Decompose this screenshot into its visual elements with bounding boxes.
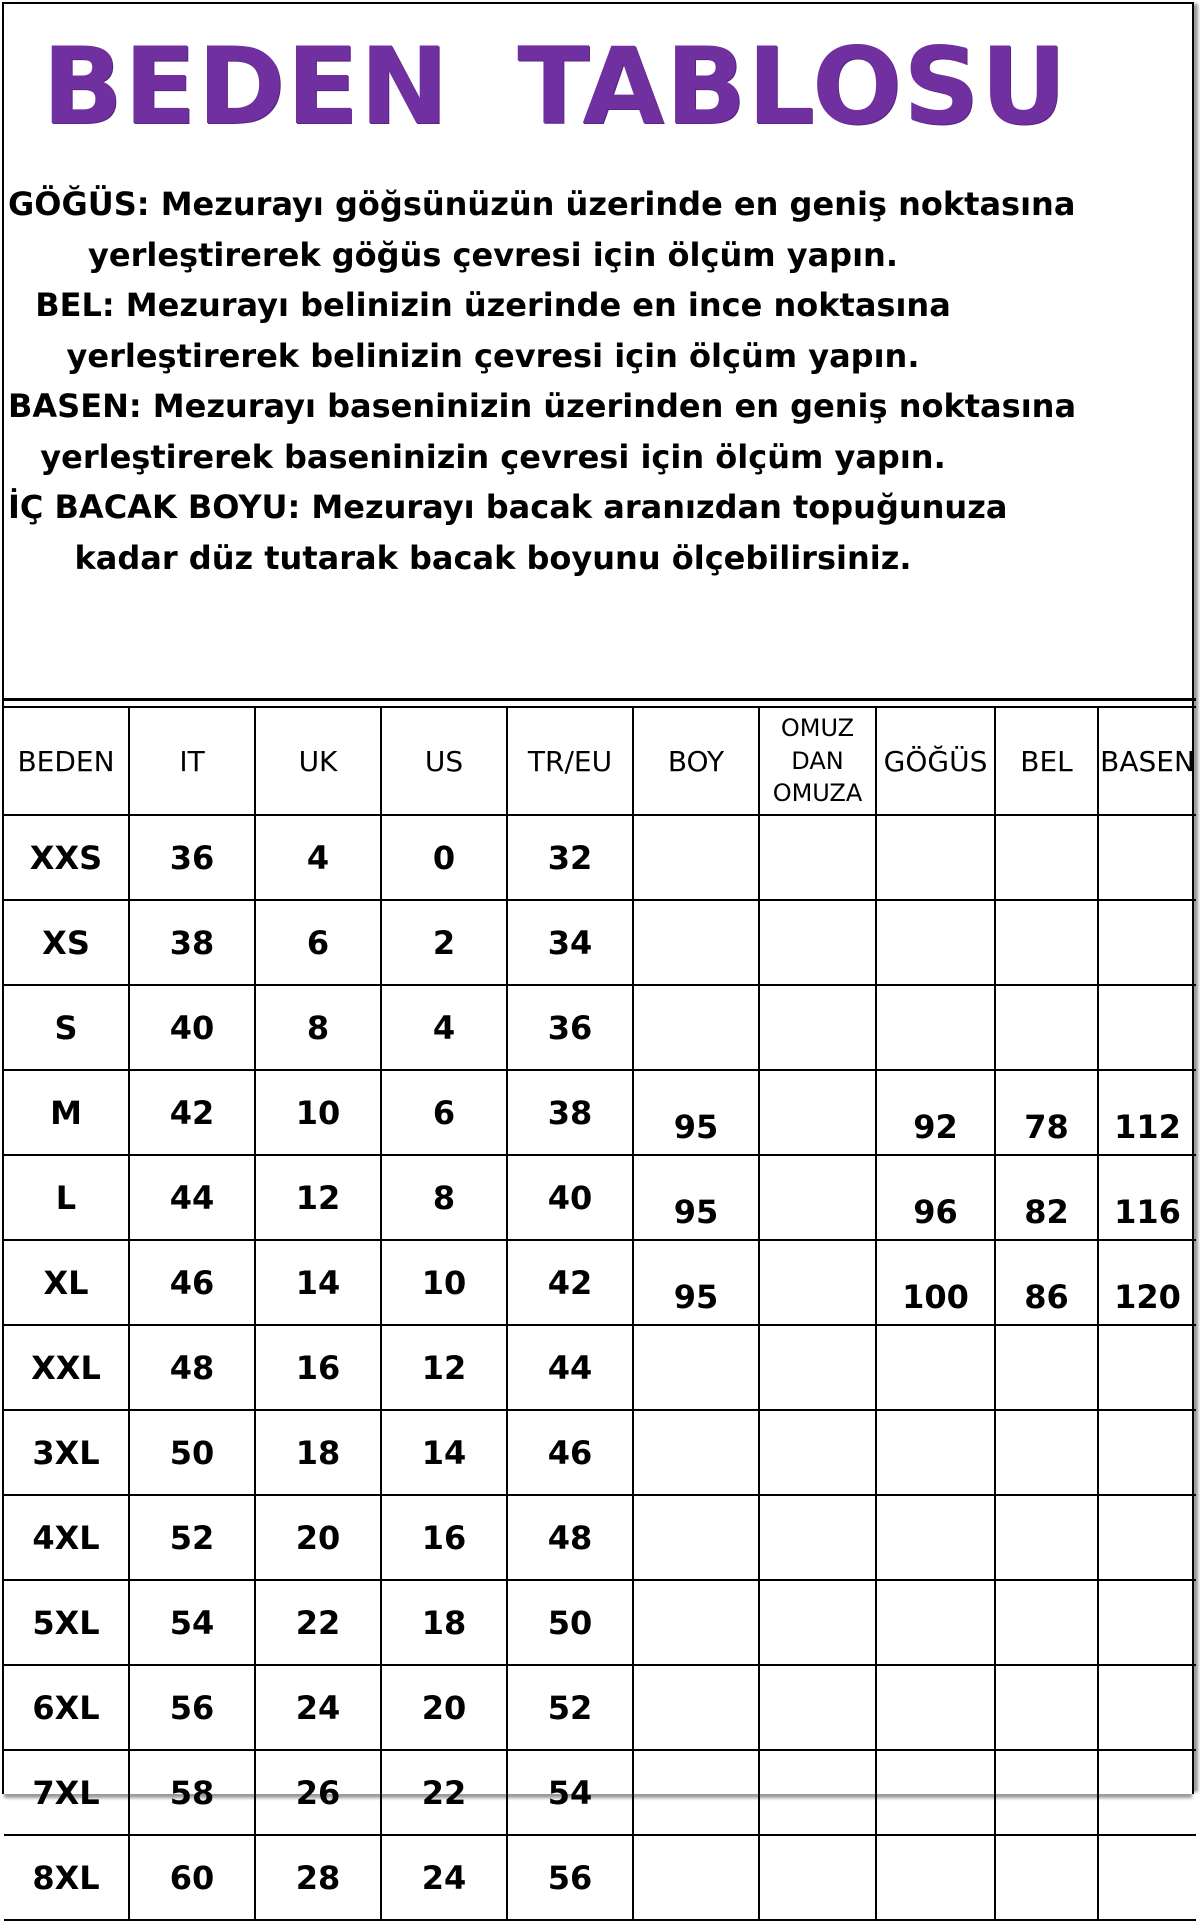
header-omuz-line: DAN bbox=[791, 746, 844, 775]
cell-us: 24 bbox=[381, 1835, 507, 1920]
cell-tr-eu: 52 bbox=[507, 1665, 633, 1750]
table-row bbox=[4, 1070, 1196, 1155]
cell-basen bbox=[1098, 985, 1196, 1070]
cell-us: 16 bbox=[381, 1495, 507, 1580]
cell-size: 8XL bbox=[4, 1835, 129, 1920]
cell-size: 4XL bbox=[4, 1495, 129, 1580]
cell-gogus: 96 bbox=[876, 1155, 995, 1240]
cell-it: 58 bbox=[129, 1750, 255, 1835]
size-table bbox=[4, 706, 1196, 1921]
cell-basen: 116 bbox=[1098, 1155, 1196, 1240]
cell-it: 50 bbox=[129, 1410, 255, 1495]
cell-basen bbox=[1098, 815, 1196, 900]
cell-bel: 86 bbox=[995, 1240, 1098, 1325]
cell-it: 44 bbox=[129, 1155, 255, 1240]
cell-size: XL bbox=[4, 1240, 129, 1325]
cell-omuz bbox=[759, 1410, 876, 1495]
cell-boy bbox=[633, 900, 759, 985]
header-it: IT bbox=[129, 707, 255, 815]
cell-tr-eu: 56 bbox=[507, 1835, 633, 1920]
instruction-inseam bbox=[8, 482, 1008, 583]
size-table-container bbox=[4, 698, 1196, 1921]
table-row bbox=[4, 1495, 1196, 1580]
table-row bbox=[4, 1580, 1196, 1665]
cell-boy: 95 bbox=[633, 1070, 759, 1155]
cell-uk: 18 bbox=[255, 1410, 381, 1495]
cell-omuz bbox=[759, 1580, 876, 1665]
page-title: BEDEN TABLOSU bbox=[42, 25, 1068, 148]
cell-omuz bbox=[759, 1325, 876, 1410]
cell-us: 4 bbox=[381, 985, 507, 1070]
cell-size: 7XL bbox=[4, 1750, 129, 1835]
header-omuz-line: OMUZ bbox=[780, 714, 855, 743]
cell-omuz bbox=[759, 1835, 876, 1920]
header-basen: BASEN bbox=[1098, 707, 1196, 815]
cell-boy: 95 bbox=[633, 1240, 759, 1325]
cell-us: 8 bbox=[381, 1155, 507, 1240]
cell-gogus bbox=[876, 1495, 995, 1580]
cell-it: 42 bbox=[129, 1070, 255, 1155]
instruction-line: kadar düz tutarak bacak boyunu ölçebilirsiniz. bbox=[74, 538, 912, 577]
table-header-row bbox=[4, 707, 1196, 815]
cell-omuz bbox=[759, 1665, 876, 1750]
cell-basen bbox=[1098, 900, 1196, 985]
cell-uk: 6 bbox=[255, 900, 381, 985]
cell-it: 54 bbox=[129, 1580, 255, 1665]
cell-us: 22 bbox=[381, 1750, 507, 1835]
cell-bel bbox=[995, 1410, 1098, 1495]
header-boy: BOY bbox=[633, 707, 759, 815]
cell-gogus bbox=[876, 1835, 995, 1920]
instruction-line: BASEN: Mezurayı baseninizin üzerinden en geniş noktasına bbox=[8, 387, 1077, 425]
cell-bel bbox=[995, 900, 1098, 985]
cell-boy bbox=[633, 1325, 759, 1410]
cell-gogus bbox=[876, 1580, 995, 1665]
cell-basen bbox=[1098, 1665, 1196, 1750]
cell-tr-eu: 32 bbox=[507, 815, 633, 900]
cell-bel bbox=[995, 1580, 1098, 1665]
cell-gogus bbox=[876, 815, 995, 900]
cell-tr-eu: 48 bbox=[507, 1495, 633, 1580]
cell-gogus bbox=[876, 985, 995, 1070]
instruction-line: BEL: Mezurayı belinizin üzerinde en ince noktasına bbox=[35, 286, 951, 324]
cell-us: 0 bbox=[381, 815, 507, 900]
cell-uk: 8 bbox=[255, 985, 381, 1070]
cell-uk: 12 bbox=[255, 1155, 381, 1240]
cell-omuz bbox=[759, 900, 876, 985]
cell-it: 56 bbox=[129, 1665, 255, 1750]
cell-gogus bbox=[876, 1410, 995, 1495]
cell-gogus bbox=[876, 1750, 995, 1835]
cell-gogus bbox=[876, 1665, 995, 1750]
cell-bel bbox=[995, 1665, 1098, 1750]
cell-size: S bbox=[4, 985, 129, 1070]
cell-omuz bbox=[759, 1240, 876, 1325]
cell-boy bbox=[633, 1835, 759, 1920]
cell-bel bbox=[995, 985, 1098, 1070]
size-chart-sheet bbox=[2, 2, 1195, 1897]
cell-bel bbox=[995, 1495, 1098, 1580]
cell-omuz bbox=[759, 815, 876, 900]
instruction-line: İÇ BACAK BOYU: Mezurayı bacak aranızdan topuğunuza bbox=[8, 488, 1008, 526]
cell-basen bbox=[1098, 1580, 1196, 1665]
cell-bel bbox=[995, 1750, 1098, 1835]
cell-us: 2 bbox=[381, 900, 507, 985]
cell-uk: 14 bbox=[255, 1240, 381, 1325]
cell-tr-eu: 38 bbox=[507, 1070, 633, 1155]
table-row bbox=[4, 1750, 1196, 1835]
instruction-waist bbox=[8, 280, 978, 381]
cell-size: 3XL bbox=[4, 1410, 129, 1495]
cell-uk: 20 bbox=[255, 1495, 381, 1580]
cell-it: 46 bbox=[129, 1240, 255, 1325]
cell-uk: 26 bbox=[255, 1750, 381, 1835]
cell-basen: 120 bbox=[1098, 1240, 1196, 1325]
instruction-line: yerleştirerek belinizin çevresi için ölçüm yapın. bbox=[66, 336, 920, 375]
cell-size: XXL bbox=[4, 1325, 129, 1410]
cell-tr-eu: 42 bbox=[507, 1240, 633, 1325]
cell-boy bbox=[633, 1410, 759, 1495]
header-us: US bbox=[381, 707, 507, 815]
cell-boy bbox=[633, 1580, 759, 1665]
cell-us: 6 bbox=[381, 1070, 507, 1155]
cell-size: XXS bbox=[4, 815, 129, 900]
cell-bel: 82 bbox=[995, 1155, 1098, 1240]
cell-tr-eu: 50 bbox=[507, 1580, 633, 1665]
header-bel: BEL bbox=[995, 707, 1098, 815]
cell-boy bbox=[633, 1750, 759, 1835]
cell-size: L bbox=[4, 1155, 129, 1240]
cell-basen bbox=[1098, 1495, 1196, 1580]
cell-basen bbox=[1098, 1325, 1196, 1410]
cell-basen bbox=[1098, 1750, 1196, 1835]
header-omuz-line: OMUZA bbox=[772, 779, 863, 808]
table-row bbox=[4, 1155, 1196, 1240]
cell-size: 6XL bbox=[4, 1665, 129, 1750]
cell-tr-eu: 46 bbox=[507, 1410, 633, 1495]
instruction-line: GÖĞÜS: Mezurayı göğsünüzün üzerinde en geniş noktasına bbox=[8, 185, 1076, 223]
cell-uk: 24 bbox=[255, 1665, 381, 1750]
cell-tr-eu: 34 bbox=[507, 900, 633, 985]
cell-us: 10 bbox=[381, 1240, 507, 1325]
cell-bel bbox=[995, 1835, 1098, 1920]
cell-gogus bbox=[876, 1325, 995, 1410]
cell-boy bbox=[633, 1665, 759, 1750]
cell-uk: 4 bbox=[255, 815, 381, 900]
cell-tr-eu: 54 bbox=[507, 1750, 633, 1835]
cell-gogus: 100 bbox=[876, 1240, 995, 1325]
cell-omuz bbox=[759, 1155, 876, 1240]
cell-basen bbox=[1098, 1410, 1196, 1495]
table-row bbox=[4, 1410, 1196, 1495]
measurement-instructions bbox=[8, 179, 1077, 583]
cell-us: 18 bbox=[381, 1580, 507, 1665]
table-row bbox=[4, 1835, 1196, 1920]
cell-bel bbox=[995, 1325, 1098, 1410]
table-row bbox=[4, 900, 1196, 985]
cell-uk: 10 bbox=[255, 1070, 381, 1155]
cell-omuz bbox=[759, 985, 876, 1070]
cell-it: 48 bbox=[129, 1325, 255, 1410]
cell-gogus bbox=[876, 900, 995, 985]
header-beden: BEDEN bbox=[4, 707, 129, 815]
cell-it: 52 bbox=[129, 1495, 255, 1580]
cell-it: 36 bbox=[129, 815, 255, 900]
cell-boy bbox=[633, 985, 759, 1070]
cell-bel bbox=[995, 815, 1098, 900]
cell-size: XS bbox=[4, 900, 129, 985]
cell-boy bbox=[633, 815, 759, 900]
cell-size: 5XL bbox=[4, 1580, 129, 1665]
cell-uk: 22 bbox=[255, 1580, 381, 1665]
cell-us: 14 bbox=[381, 1410, 507, 1495]
instruction-hip bbox=[8, 381, 1077, 482]
cell-it: 38 bbox=[129, 900, 255, 985]
header-gogus: GÖĞÜS bbox=[876, 707, 995, 815]
cell-it: 60 bbox=[129, 1835, 255, 1920]
cell-basen bbox=[1098, 1835, 1196, 1920]
cell-boy: 95 bbox=[633, 1155, 759, 1240]
table-row bbox=[4, 815, 1196, 900]
cell-tr-eu: 36 bbox=[507, 985, 633, 1070]
instruction-line: yerleştirerek göğüs çevresi için ölçüm yapın. bbox=[88, 235, 898, 274]
cell-bel: 78 bbox=[995, 1070, 1098, 1155]
cell-tr-eu: 44 bbox=[507, 1325, 633, 1410]
cell-size: M bbox=[4, 1070, 129, 1155]
table-row bbox=[4, 1240, 1196, 1325]
header-tr-eu: TR/EU bbox=[507, 707, 633, 815]
cell-omuz bbox=[759, 1070, 876, 1155]
header-omuz-dan-omuza bbox=[759, 707, 876, 815]
cell-gogus: 92 bbox=[876, 1070, 995, 1155]
table-row bbox=[4, 985, 1196, 1070]
cell-us: 20 bbox=[381, 1665, 507, 1750]
header-uk: UK bbox=[255, 707, 381, 815]
instruction-chest bbox=[8, 179, 1076, 280]
cell-uk: 16 bbox=[255, 1325, 381, 1410]
cell-tr-eu: 40 bbox=[507, 1155, 633, 1240]
table-row bbox=[4, 1325, 1196, 1410]
cell-omuz bbox=[759, 1750, 876, 1835]
table-row bbox=[4, 1665, 1196, 1750]
cell-boy bbox=[633, 1495, 759, 1580]
cell-it: 40 bbox=[129, 985, 255, 1070]
instruction-line: yerleştirerek baseninizin çevresi için ölçüm yapın. bbox=[40, 437, 946, 476]
cell-uk: 28 bbox=[255, 1835, 381, 1920]
cell-basen: 112 bbox=[1098, 1070, 1196, 1155]
cell-us: 12 bbox=[381, 1325, 507, 1410]
cell-omuz bbox=[759, 1495, 876, 1580]
